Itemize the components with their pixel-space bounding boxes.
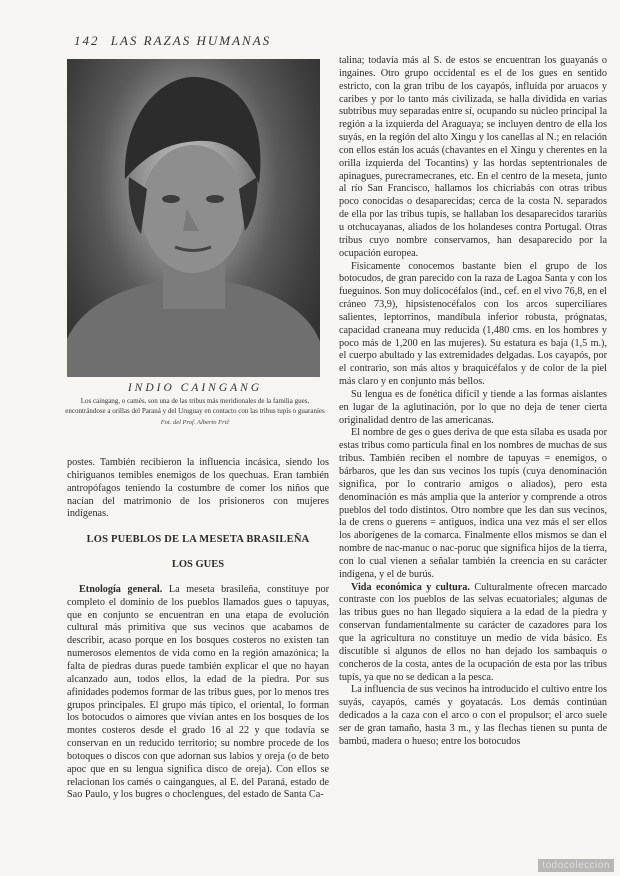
portrait-photo — [67, 59, 320, 377]
etnologia-text: La meseta brasileña, constituye por completo el dominio de los pueblos llamados gues o tapuyas, que en conjunto se encuentran en una etapa de evolución cultural más primitiva que sus vecinos que acabamos de describir, acaso porque en los bosques costeros no existen tan numerosos elementos de vida como en la región amazónica; la falta de piedras duras puede también explicar el que no hayan alcanzado aun, todos ellos, la edad de la piedra. Por sus afinidades podemos formar de las tribus gues, por lo menos tres grupos principales. El grupo más típico, el oriental, lo forman los botocudos o aimores que vivían antes en los bosques de los montes costeros desde el grado 16 al 22 y que todavía se conservan en un reducido territorio; su nombre procede de los botoques o discos con que adornan sus labios y oreja (o de beto apoc que en su lengua significa disco de oreja). Con ellos se relacionan los camés o caingangues, al E. del Paraná, estado de Sao Paulo, y los bugres o choclengues, del estado de Santa Ca- — [67, 583, 330, 801]
etnologia-heading: Etnología general. — [79, 583, 163, 595]
running-title: LAS RAZAS HUMANAS — [110, 33, 272, 48]
intro-paragraph: postes. También recibieron la influencia incásica, siendo los chiriguanos temibles enemigos de los quechuas. Eran también antropófagos teniendo la costumbre de comer los niños que nacían del matrimonio de los prisioneros con mujeres indígenas. — [67, 457, 329, 520]
right-column — [339, 55, 607, 749]
page-number: 142 — [74, 33, 100, 48]
section-heading: LOS PUEBLOS DE LA MESETA BRASILEÑA — [86, 534, 310, 546]
watermark: todocoleccion — [538, 859, 614, 872]
photo-title: INDIO CAINGANG — [127, 382, 263, 394]
vida-paragraph — [339, 582, 607, 685]
photo-credit: Fot. del Prof. Alberto Frič — [160, 419, 230, 426]
photo-caption — [60, 382, 330, 426]
etnologia-paragraph — [67, 584, 329, 802]
paragraph-physical: Físicamente conocemos bastante bien el grupo de los botocudos, de gran parecido con la raza de Lagoa Santa y con los fueguinos. Son muy dolicocéfalos (ind., cef. en el vivo 76,8, en el cráneo 73,9), hipsistenocéfalos con los arcos superciliares salientes, leptorrinos, mandíbula inferior robusta, prógnatas, capacidad craneana muy reducida (1,480 cms. en los hombres y poco más de 1,200 en las mujeres). Su estatura es baja (1,5 m.), el cuerpo abultado y las extremidades delgadas. Los cayapós, por el contrario, son más altos y braquicéfalos y de color de la piel más claro y en conjunto más bellos. — [339, 260, 607, 388]
left-column — [67, 457, 329, 802]
paragraph-language: Su lengua es de fonética difícil y tiende a las formas aislantes en lugar de la aglutinación, por lo que no deja de tener cierta originalidad dentro de las americanas. — [339, 388, 607, 426]
portrait-illustration — [67, 59, 320, 377]
photo-description: Los caingang, o camés, son una de las tribus más meridionales de la familia gues, encontrándose a orillas del Paraná y del Uruguay en contacto con las tribus tupís o guaraníes — [65, 397, 325, 415]
vida-text: Culturalmente ofrecen marcado contraste con los pueblos de las selvas ecuatoriales; algunas de las tribus gues no han llegado siquiera a la edad de la piedra y conservan fundamentalmente su carácter de cazadores para los que la agricultura no constituye un medio de vida básico. Es discutible si algunos de ellos no han dejado los sambaquis o concheros de la costa, antes de la ocupación de esta por las tribus tupís, ya que no se dedican a la pesca. — [339, 581, 608, 683]
running-header — [74, 33, 271, 49]
paragraph-names: El nombre de ges o gues deriva de que esta sílaba es usada por estas tribus como partícula final en los nombres de muchas de sus tribus. También reciben el nombre de tapuyas = enemigos, o bárbaros, que les dan sus vecinos los tupís (cuya denominación significa, por lo contrario amigos o aliados), pero esta denominación es más amplia que la anterior y comprende a otros pueblos del todo distintos. Otro nombre que les dan sus vecinos, la de crens o guerens = antiguos, indica una vez más el ser ellos los aborígenes de la comarca. Finalmente ellos mismos se dan el nombre de nac-manuc o nac-poruc que significa hijos de la tierra, con lo cual vienen a señalar también la creencia en su carácter indígena, y el de burús. — [339, 427, 607, 580]
vida-heading: Vida económica y cultura. — [351, 581, 470, 593]
subsection-heading: LOS GUES — [171, 559, 225, 571]
paragraph-tribes: talina; todavía más al S. de estos se encuentran los guayanás o ingaines. Otro grupo occidental es el de los gues en sentido estricto, con la gran tribu de los cayapós, influída por aruacos y caribes y por lo tanto más civilizada, se halla dividida en varias subtribus muy separadas entre sí, ocupando su núcleo principal la región a la izquierda del Araguaya; se incluyen dentro de ella los suyás, en la región del alto Xingu y los canellas al N.; en relación con ellos están los acuás (chavantes en el Xingu y cherentes en la orilla izquierda del Tocantins) y las hordas septentrionales de apinagues, purecramecranes, etc. En el centro de la meseta, junto al río San Francisco, hallamos los chicriabás con otras tribus poco conocidas o desaparecidas; cerca de la costa N. separados de ella por las tribus tupís, se hallaban los desaparecidos tarariùs u otchucayanas, aliados de los holandeses contra Portugal. Otras tribus cuyo nombre conservamos, han desaparecido por la ocupación europea. — [339, 55, 607, 259]
paragraph-influence: La influencia de sus vecinos ha introducido el cultivo entre los suyás, cayapós, camés y goyatacás. Los demás continúan dedicados a la caza con el arco o con el propulsor; el arco suele ser de gran tamaño, hasta 3 m., y las flechas tienen su punta de bambú, madera o hueso; entre los botocudos — [339, 684, 607, 747]
